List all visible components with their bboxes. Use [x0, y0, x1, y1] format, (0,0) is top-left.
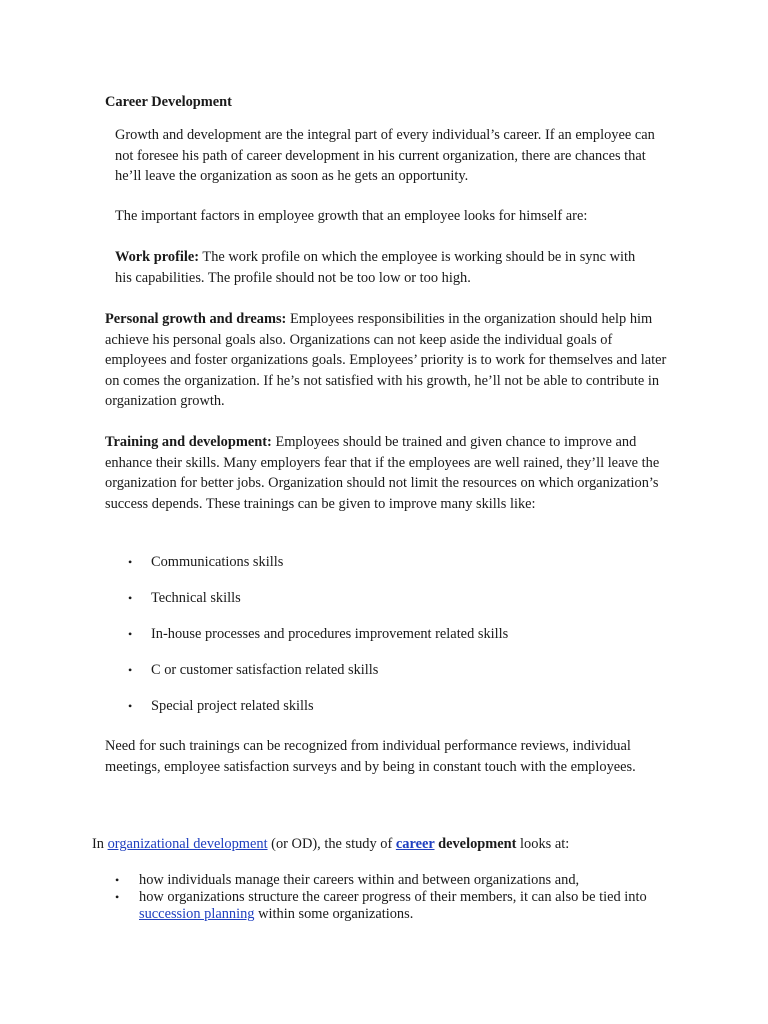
- od-item-text: how individuals manage their careers within and between organizations and,: [139, 872, 580, 888]
- od-bold-term: development: [434, 836, 517, 852]
- section-title: Career Development: [105, 94, 232, 110]
- skill-label: Technical skills: [151, 590, 241, 606]
- bullet-icon: •: [128, 591, 133, 605]
- skill-label: Special project related skills: [151, 698, 314, 714]
- od-item-text-after: within some organizations.: [254, 906, 414, 922]
- training-text: Employees should be trained and given chance to improve and enhance their skills. Many employers fear that if the employees are well rained, they’ll leave the organization for better jobs. Organization should not limit the resources on which organization’s success depends. These trainings can be given to improve many skills like:: [105, 434, 660, 512]
- od-prefix: In: [92, 836, 108, 852]
- list-item: [125, 624, 508, 660]
- training-label: Training and development:: [105, 434, 272, 450]
- list-item: [125, 696, 508, 732]
- list-item: [115, 872, 675, 889]
- skill-label: C or customer satisfaction related skills: [151, 662, 379, 678]
- list-item: [115, 889, 675, 923]
- personal-growth-paragraph: [105, 309, 670, 412]
- od-mid: (or OD), the study of: [267, 836, 396, 852]
- bullet-icon: •: [128, 663, 133, 677]
- personal-growth-text: Employees responsibilities in the organization should help him achieve his personal goals also. Organizations can not keep aside the individual goals of employees and foster organizations goals. Employees’ priority is to work for themselves and later on comes the organization. If he’s not satisfied with his growth, he’ll not be able to contribute in organization growth.: [105, 311, 667, 410]
- bullet-icon: •: [128, 627, 133, 641]
- list-item: [125, 660, 508, 696]
- work-profile-text: The work profile on which the employee is working should be in sync with his capabilities. The profile should not be too low or too high.: [115, 249, 636, 286]
- od-intro-line: [92, 834, 692, 855]
- training-need-paragraph: Need for such trainings can be recognized from individual performance reviews, individual meetings, employee satisfaction surveys and by being in constant touch with the employees.: [105, 738, 636, 775]
- organizational-development-link[interactable]: organizational development: [107, 836, 268, 852]
- bullet-icon: •: [115, 873, 120, 887]
- list-item: [125, 588, 508, 624]
- list-item: [125, 552, 508, 588]
- work-profile-label: Work profile:: [115, 249, 200, 265]
- od-item-text-before: how organizations structure the career progress of their members, it can also be tied into: [139, 889, 647, 905]
- bullet-icon: •: [115, 890, 120, 904]
- training-paragraph: [105, 432, 670, 514]
- skills-list: [125, 552, 508, 732]
- bullet-icon: •: [128, 555, 133, 569]
- skill-label: Communications skills: [151, 554, 284, 570]
- intro-paragraph: Growth and development are the integral part of every individual’s career. If an employee can not foresee his path of career development in his current organization, there are chances that he’ll leave the organization as soon as he gets an opportunity.: [115, 127, 655, 185]
- factors-intro-paragraph: The important factors in employee growth that an employee looks for himself are:: [115, 208, 588, 224]
- career-link[interactable]: career: [395, 836, 435, 852]
- personal-growth-label: Personal growth and dreams:: [105, 311, 287, 327]
- od-list: [115, 872, 675, 923]
- work-profile-paragraph: [115, 247, 655, 288]
- succession-planning-link[interactable]: succession planning: [139, 906, 255, 922]
- od-suffix: looks at:: [516, 836, 570, 852]
- skill-label: In-house processes and procedures improvement related skills: [151, 626, 509, 642]
- bullet-icon: •: [128, 699, 133, 713]
